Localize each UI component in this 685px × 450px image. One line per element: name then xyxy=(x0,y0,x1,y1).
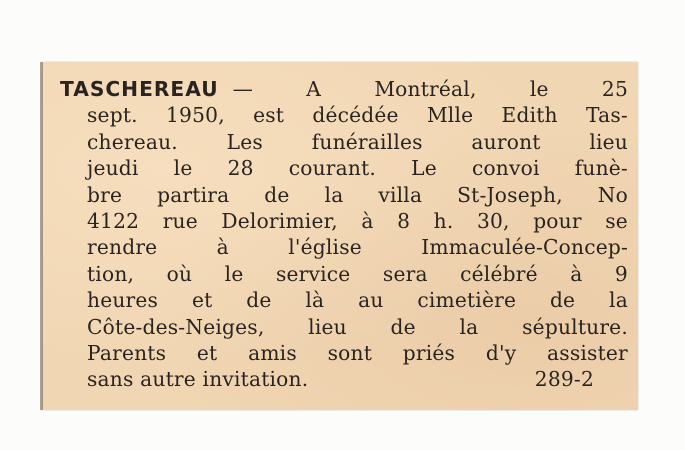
notice-line-4 xyxy=(60,155,628,181)
obituary-notice xyxy=(60,76,628,393)
notice-line-11 xyxy=(60,340,628,366)
notice-line-7 xyxy=(60,234,628,260)
notice-line-2 xyxy=(60,102,628,128)
notice-line-text: heures et de là au cimetière de la xyxy=(87,288,628,313)
notice-surname: TASCHEREAU xyxy=(60,77,219,101)
notice-line-text: jeudi le 28 courant. Le convoi funè- xyxy=(87,156,628,181)
notice-line-12 xyxy=(60,366,628,392)
notice-line-text: sans autre invitation. xyxy=(87,367,309,392)
notice-line-text: rendre à l'église Immaculée-Concep- xyxy=(87,235,628,260)
notice-line-text: Parents et amis sont priés d'y assister xyxy=(87,340,628,365)
notice-line-text: chereau. Les funérailles auront lieu xyxy=(87,129,628,154)
notice-line-text: bre partira de la villa St-Joseph, No xyxy=(87,182,628,207)
notice-line-9 xyxy=(60,287,628,313)
notice-line-text: tion, où le service sera célébré à 9 xyxy=(87,261,628,286)
newspaper-clipping xyxy=(42,62,638,410)
notice-line-10 xyxy=(60,314,628,340)
notice-line-3 xyxy=(60,129,628,155)
notice-line-5 xyxy=(60,182,628,208)
notice-line-text: sept. 1950, est décédée Mlle Edith Tas- xyxy=(87,103,628,128)
notice-reference-number: 289-2 xyxy=(534,367,594,392)
notice-line-1 xyxy=(60,76,628,102)
notice-line-text: 4122 rue Delorimier, à 8 h. 30, pour se xyxy=(87,208,628,233)
notice-line-6 xyxy=(60,208,628,234)
notice-line-text: — A Montréal, le 25 xyxy=(232,77,628,101)
notice-line-8 xyxy=(60,261,628,287)
notice-line-text: Côte-des-Neiges, lieu de la sépulture. xyxy=(87,314,628,339)
